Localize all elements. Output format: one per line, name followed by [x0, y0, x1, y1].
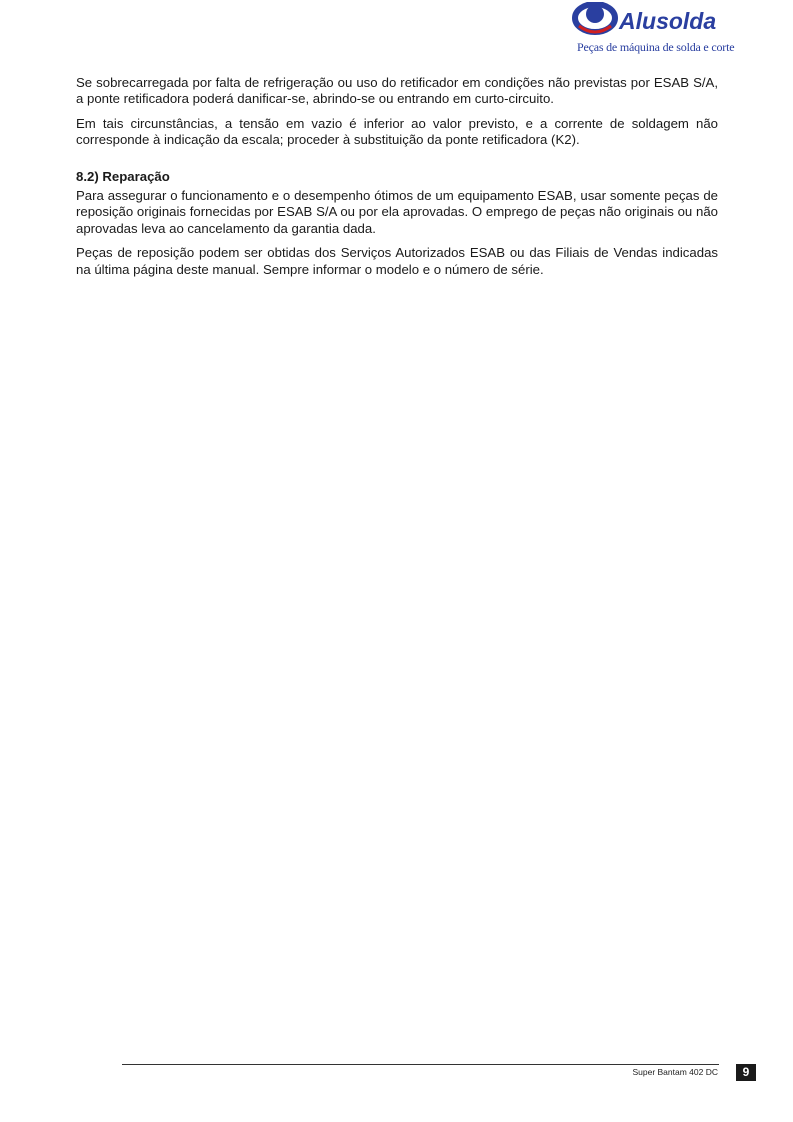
page-number: 9 [736, 1064, 756, 1081]
paragraph-spare-parts-source: Peças de reposição podem ser obtidas dos Serviços Autorizados ESAB ou das Filiais de Vendas indicadas na última página deste manual. Sempre informar o modelo e o número de série. [76, 245, 718, 277]
paragraph-original-parts: Para assegurar o funcionamento e o desempenho ótimos de um equipamento ESAB, usar somente peças de reposição originais fornecidas por ESAB S/A ou por ela aprovadas. O emprego de peças não originais ou não aprovadas leva ao cancelamento da garantia dada. [76, 188, 718, 236]
paragraph-circumstances: Em tais circunstâncias, a tensão em vazio é inferior ao valor previsto, e a corrente de soldagem não corresponde à indicação da escala; proceder à substituição da ponte retificadora (K2). [76, 115, 718, 148]
section-heading-repair: 8.2) Reparação [76, 168, 170, 184]
logo-tagline: Peças de máquina de solda e corte [577, 40, 735, 54]
footer-product-name: Super Bantam 402 DC [632, 1067, 718, 1077]
paragraph-overload: Se sobrecarregada por falta de refrigeração ou uso do retificador em condições não previstas por ESAB S/A, a ponte retificadora poderá danificar-se, abrindo-se ou entrando em curto-circuito. [76, 75, 718, 107]
alusolda-logo [565, 2, 735, 60]
logo-name: Alusolda [619, 8, 717, 34]
footer-divider [122, 1064, 719, 1065]
document-body [76, 75, 718, 286]
alusolda-logo-mark [565, 2, 725, 42]
